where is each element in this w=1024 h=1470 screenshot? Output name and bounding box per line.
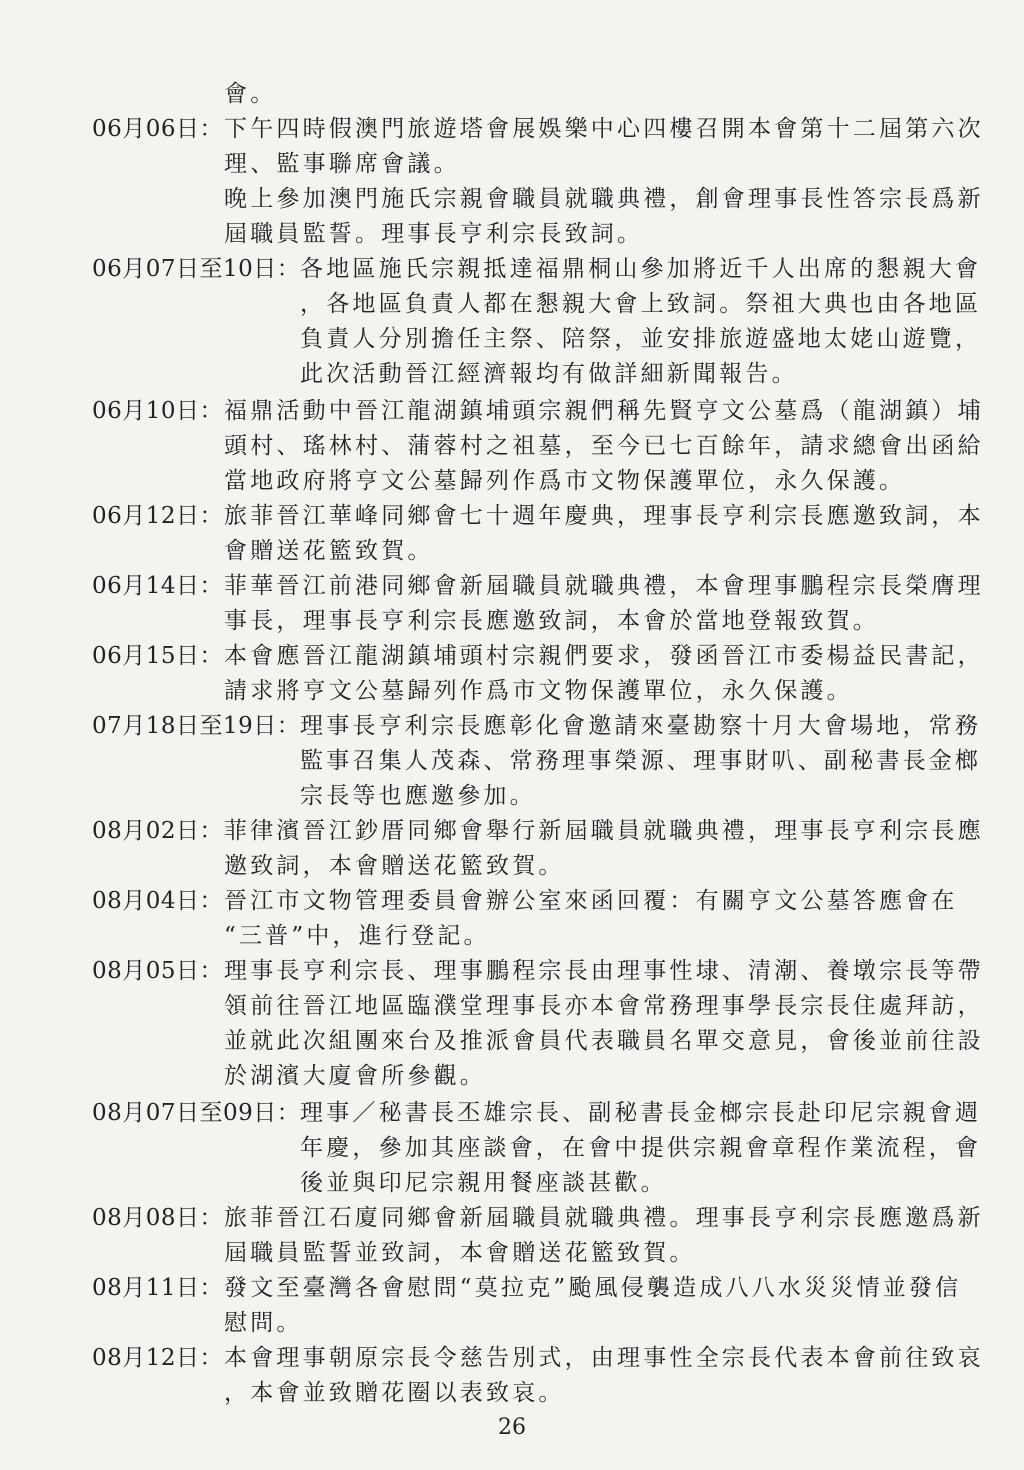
entry-text-line: 監事召集人茂森、常務理事榮源、理事財叭、副秘書長金榔 — [300, 748, 982, 774]
entry-text-line: 晚上參加澳門施氏宗親會職員就職典禮，創會理事長性答宗長爲新 — [224, 186, 984, 212]
entry-text-line: 頭村、瑤林村、蒲蓉村之祖墓，至今已七百餘年，請求總會出函給 — [224, 433, 984, 459]
entry-text-line: 下午四時假澳門旅遊塔會展娛樂中心四樓召開本會第十二屆第六次 — [224, 116, 984, 142]
entry-date: 08月08日： — [92, 1205, 224, 1231]
entry-date: 08月04日： — [92, 888, 224, 914]
entry-text-line: 後並與印尼宗親用餐座談甚歡。 — [300, 1170, 667, 1196]
entry-text-line: 晉江市文物管理委員會辦公室來函回覆：有關亨文公墓答應會在 — [224, 888, 958, 914]
entry-date: 08月02日： — [92, 818, 224, 844]
entry-date: 06月14日： — [92, 573, 224, 599]
entry-text-line: 領前往晉江地區臨濮堂理事長亦本會常務理事學長宗長住處拜訪， — [224, 993, 984, 1019]
entry-text-line: 慰問。 — [224, 1310, 303, 1336]
entry-text-line: 請求將亨文公墓歸列作爲市文物保護單位，永久保護。 — [224, 678, 853, 704]
entry-text-line: 本會理事朝原宗長令慈告別式，由理事性全宗長代表本會前往致哀 — [224, 1345, 984, 1371]
entry-text-line: “三普”中，進行登記。 — [224, 923, 490, 949]
entry-date: 08月11日： — [92, 1275, 224, 1301]
entry-date: 06月15日： — [92, 643, 224, 669]
entry-date: 06月12日： — [92, 503, 224, 529]
entry-text-line: 本會應晉江龍湖鎮埔頭村宗親們要求，發函晉江市委楊益民書記， — [224, 643, 984, 669]
entry-date: 06月06日： — [92, 116, 224, 142]
entry-text-line: 年慶，參加其座談會，在會中提供宗親會章程作業流程，會 — [300, 1135, 982, 1161]
entry-text-line: 旅菲晉江石廈同鄉會新屆職員就職典禮。理事長亨利宗長應邀爲新 — [224, 1205, 984, 1231]
entry-text-line: 各地區施氏宗親抵達福鼎桐山參加將近千人出席的懇親大會 — [300, 256, 982, 282]
entry-text-line: 理事長亨利宗長、理事鵬程宗長由理事性埭、清潮、養墩宗長等帶 — [224, 958, 984, 984]
entry-text-line: 理、監事聯席會議。 — [224, 151, 460, 177]
entry-text-line: 菲律濱晉江鈔厝同鄉會舉行新屆職員就職典禮，理事長亨利宗長應 — [224, 818, 984, 844]
entry-text-line: 屆職員監誓並致詞，本會贈送花籃致賀。 — [224, 1240, 696, 1266]
entry-text-line: 福鼎活動中晉江龍湖鎮埔頭宗親們稱先賢亨文公墓爲（龍湖鎮）埔 — [224, 398, 984, 424]
entry-text-line: 發文至臺灣各會慰問“莫拉克”颱風侵襲造成八八水災災情並發信 — [224, 1275, 962, 1301]
entry-date: 08月12日： — [92, 1345, 224, 1371]
entry-text-line: ，本會並致贈花圈以表致哀。 — [224, 1380, 565, 1406]
entry-text-line: 旅菲晉江華峰同鄉會七十週年慶典，理事長亨利宗長應邀致詞，本 — [224, 503, 984, 529]
entry-text-line: 會贈送花籃致賀。 — [224, 538, 434, 564]
entry-text-line: 宗長等也應邀參加。 — [300, 783, 536, 809]
entry-text-line: 並就此次組團來台及推派會員代表職員名單交意見，會後並前往設 — [224, 1028, 984, 1054]
entry-text-line: 理事長亨利宗長應彰化會邀請來臺勘察十月大會場地，常務 — [300, 713, 982, 739]
entry-text-line: 當地政府將亨文公墓歸列作爲市文物保護單位，永久保護。 — [224, 468, 906, 494]
entry-text-line: 屆職員監誓。理事長亨利宗長致詞。 — [224, 221, 644, 247]
entry-text-line: 事長，理事長亨利宗長應邀致詞，本會於當地登報致賀。 — [224, 608, 879, 634]
entry-date: 07月18日至19日： — [92, 713, 301, 739]
page-number: 26 — [498, 1415, 526, 1440]
entry-text-line: 此次活動晉江經濟報均有做詳細新聞報告。 — [300, 361, 798, 387]
entry-text-line: 會。 — [224, 81, 277, 107]
entry-text-line: 負責人分別擔任主祭、陪祭，並安排旅遊盛地太姥山遊覽， — [300, 326, 982, 352]
entry-date: 08月07日至09日： — [92, 1100, 301, 1126]
entry-date: 06月07日至10日： — [92, 256, 301, 282]
entry-date: 06月10日： — [92, 398, 224, 424]
entry-text-line: 於湖濱大廈會所參觀。 — [224, 1063, 486, 1089]
entry-text-line: 邀致詞，本會贈送花籃致賀。 — [224, 853, 565, 879]
entry-text-line: 菲華晉江前港同鄉會新屆職員就職典禮，本會理事鵬程宗長榮膺理 — [224, 573, 984, 599]
entry-date: 08月05日： — [92, 958, 224, 984]
entry-text-line: ，各地區負責人都在懇親大會上致詞。祭祖大典也由各地區 — [300, 291, 982, 317]
entry-text-line: 理事／秘書長丕雄宗長、副秘書長金榔宗長赴印尼宗親會週 — [300, 1100, 982, 1126]
